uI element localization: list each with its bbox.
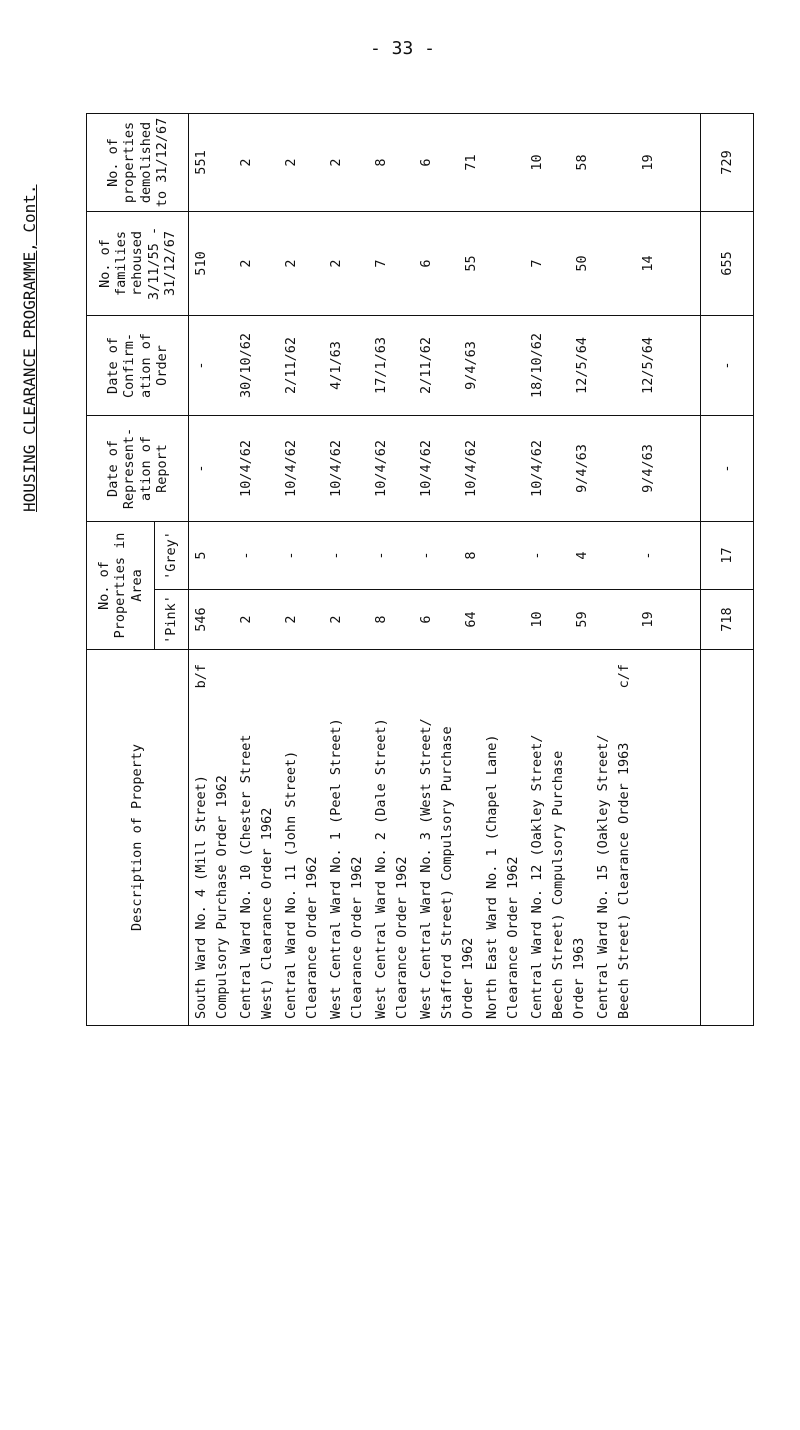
entry-line: Clearance Order 1962 bbox=[394, 856, 410, 1019]
pink-value: 59 bbox=[574, 611, 590, 628]
grey-value: - bbox=[640, 551, 656, 560]
entry-west-central-ward-3 bbox=[416, 660, 482, 1019]
total-representation-value: - bbox=[719, 464, 735, 473]
pink-value: 2 bbox=[328, 615, 344, 624]
entry-line: Order 1963 bbox=[571, 937, 587, 1019]
grey-value: 4 bbox=[574, 551, 590, 560]
pink-value: 2 bbox=[238, 615, 254, 624]
entry-line: Central Ward No. 12 (Oakley Street/ bbox=[529, 734, 545, 1019]
grey-value: 8 bbox=[463, 551, 479, 560]
entry-south-ward-4 bbox=[191, 660, 236, 1019]
pink-value: 8 bbox=[373, 615, 389, 624]
representation-date: 10/4/62 bbox=[238, 440, 254, 497]
grey-value: - bbox=[328, 551, 344, 560]
header-date-confirmation: Date of Confirm- ation of Order bbox=[87, 315, 189, 415]
entry-line: Order 1962 bbox=[460, 937, 476, 1019]
entry-central-ward-10 bbox=[236, 660, 281, 1019]
pink-value: 546 bbox=[193, 607, 209, 632]
grey-value: - bbox=[529, 551, 545, 560]
representation-date: 10/4/62 bbox=[328, 440, 344, 497]
total-families-rehoused bbox=[701, 211, 754, 315]
confirmation-date: - bbox=[193, 361, 209, 370]
header-families-rehoused: No. of families rehoused 3/11/55 - 31/12/67 bbox=[87, 211, 189, 315]
total-grey-value: 17 bbox=[719, 547, 735, 564]
entry-line: Stafford Street) Compulsory Purchase bbox=[439, 726, 455, 1019]
families-rehoused-value: 6 bbox=[418, 259, 434, 268]
representation-date: 10/4/62 bbox=[373, 440, 389, 497]
entry-line: Compulsory Purchase Order 1962 bbox=[214, 775, 230, 1019]
properties-demolished-value: 551 bbox=[193, 150, 209, 175]
pink-value: 10 bbox=[529, 611, 545, 628]
confirmation-date: 17/1/63 bbox=[373, 337, 389, 394]
entry-line: Clearance Order 1962 bbox=[349, 856, 365, 1019]
properties-demolished-value: 2 bbox=[328, 158, 344, 167]
properties-demolished-value: 2 bbox=[238, 158, 254, 167]
total-confirmation-value: - bbox=[719, 361, 735, 370]
header-properties-in-area: No. of Properties in Area bbox=[87, 521, 155, 649]
page-heading: HOUSING CLEARANCE PROGRAMME, Cont. bbox=[20, 184, 39, 512]
grey-value: - bbox=[238, 551, 254, 560]
total-representation bbox=[701, 415, 754, 521]
representation-date: 10/4/62 bbox=[463, 440, 479, 497]
confirmation-date: 12/5/64 bbox=[640, 337, 656, 394]
confirmation-date: 18/10/62 bbox=[529, 332, 545, 398]
properties-demolished-value: 6 bbox=[418, 158, 434, 167]
representation-date: 9/4/63 bbox=[640, 444, 656, 493]
representation-date: - bbox=[193, 464, 209, 473]
entry-central-ward-11 bbox=[281, 660, 326, 1019]
confirmation-date: 12/5/64 bbox=[574, 337, 590, 394]
confirmation-date-column bbox=[189, 315, 701, 415]
entry-line: North East Ward No. 1 (Chapel Lane) bbox=[484, 734, 500, 1019]
entry-line: Central Ward No. 15 (Oakley Street/ bbox=[595, 734, 611, 1019]
entry-line: West Central Ward No. 1 (Peel Street) bbox=[328, 718, 344, 1019]
grey-value: - bbox=[283, 551, 299, 560]
representation-date-column bbox=[189, 415, 701, 521]
entry-west-central-ward-1 bbox=[326, 660, 371, 1019]
confirmation-date: 2/11/62 bbox=[283, 337, 299, 394]
families-rehoused-value: 2 bbox=[328, 259, 344, 268]
total-pink-value: 718 bbox=[719, 607, 735, 632]
entry-west-central-ward-2 bbox=[371, 660, 416, 1019]
properties-demolished-value: 71 bbox=[463, 154, 479, 171]
entry-north-east-ward-1 bbox=[482, 660, 527, 1019]
properties-demolished-value: 10 bbox=[529, 154, 545, 171]
entry-line: West Central Ward No. 3 (West Street/ bbox=[418, 718, 434, 1019]
properties-demolished-column bbox=[189, 113, 701, 211]
total-properties-demolished-value: 729 bbox=[719, 150, 735, 175]
confirmation-date: 9/4/63 bbox=[463, 341, 479, 390]
entry-line: South Ward No. 4 (Mill Street) bbox=[193, 775, 209, 1019]
pink-column bbox=[189, 590, 701, 650]
grey-value: - bbox=[418, 551, 434, 560]
entry-line: Beech Street) Clearance Order 1963 bbox=[616, 742, 632, 1019]
carried-forward-entry bbox=[614, 660, 659, 1019]
pink-value: 19 bbox=[640, 611, 656, 628]
description-column bbox=[189, 650, 701, 1026]
grey-column bbox=[189, 521, 701, 589]
rotated-schedule-page bbox=[20, 114, 754, 1026]
confirmation-date: 4/1/63 bbox=[328, 341, 344, 390]
header-description: Description of Property bbox=[87, 650, 189, 1026]
carried-forward-label: c/f bbox=[616, 664, 632, 689]
families-rehoused-value: 55 bbox=[463, 255, 479, 272]
entry-line: West) Clearance Order 1962 bbox=[259, 807, 275, 1019]
entry-line: Beech Street) Compulsory Purchase bbox=[550, 750, 566, 1019]
brought-forward-label: b/f bbox=[193, 664, 209, 689]
entry-line: Clearance Order 1962 bbox=[304, 856, 320, 1019]
total-label-cell bbox=[701, 650, 754, 1026]
entry-central-ward-12 bbox=[527, 660, 593, 1019]
grey-value: 5 bbox=[193, 551, 209, 560]
header-date-representation: Date of Represent- ation of Report bbox=[87, 415, 189, 521]
pink-value: 2 bbox=[283, 615, 299, 624]
families-rehoused-value: 7 bbox=[373, 259, 389, 268]
representation-date: 10/4/62 bbox=[529, 440, 545, 497]
properties-demolished-value: 19 bbox=[640, 154, 656, 171]
families-rehoused-value: 510 bbox=[193, 251, 209, 276]
properties-demolished-value: 2 bbox=[283, 158, 299, 167]
total-confirmation bbox=[701, 315, 754, 415]
families-rehoused-value: 2 bbox=[283, 259, 299, 268]
entry-line: Central Ward No. 11 (John Street) bbox=[283, 750, 299, 1019]
header-grey: 'Grey' bbox=[155, 521, 189, 589]
properties-demolished-value: 58 bbox=[574, 154, 590, 171]
confirmation-date: 2/11/62 bbox=[418, 337, 434, 394]
families-rehoused-value: 2 bbox=[238, 259, 254, 268]
entry-line: Clearance Order 1962 bbox=[505, 856, 521, 1019]
representation-date: 10/4/62 bbox=[283, 440, 299, 497]
entry-line: Central Ward No. 10 (Chester Street bbox=[238, 734, 254, 1019]
total-grey bbox=[701, 521, 754, 589]
total-properties-demolished bbox=[701, 113, 754, 211]
grey-value: - bbox=[373, 551, 389, 560]
confirmation-date: 30/10/62 bbox=[238, 332, 254, 398]
entry-line: West Central Ward No. 2 (Dale Street) bbox=[373, 718, 389, 1019]
pink-value: 6 bbox=[418, 615, 434, 624]
total-families-rehoused-value: 655 bbox=[719, 251, 735, 276]
representation-date: 9/4/63 bbox=[574, 444, 590, 493]
total-pink bbox=[701, 590, 754, 650]
pink-value: 64 bbox=[463, 611, 479, 628]
header-properties-demolished: No. of properties demolished to 31/12/67 bbox=[87, 113, 189, 211]
representation-date: 10/4/62 bbox=[418, 440, 434, 497]
clearance-programme-table bbox=[86, 113, 754, 1026]
properties-demolished-value: 8 bbox=[373, 158, 389, 167]
page-number: - 33 - bbox=[370, 38, 436, 59]
families-rehoused-value: 7 bbox=[529, 259, 545, 268]
families-rehoused-value: 14 bbox=[640, 255, 656, 272]
families-rehoused-column bbox=[189, 211, 701, 315]
families-rehoused-value: 50 bbox=[574, 255, 590, 272]
header-pink: 'Pink' bbox=[155, 590, 189, 650]
